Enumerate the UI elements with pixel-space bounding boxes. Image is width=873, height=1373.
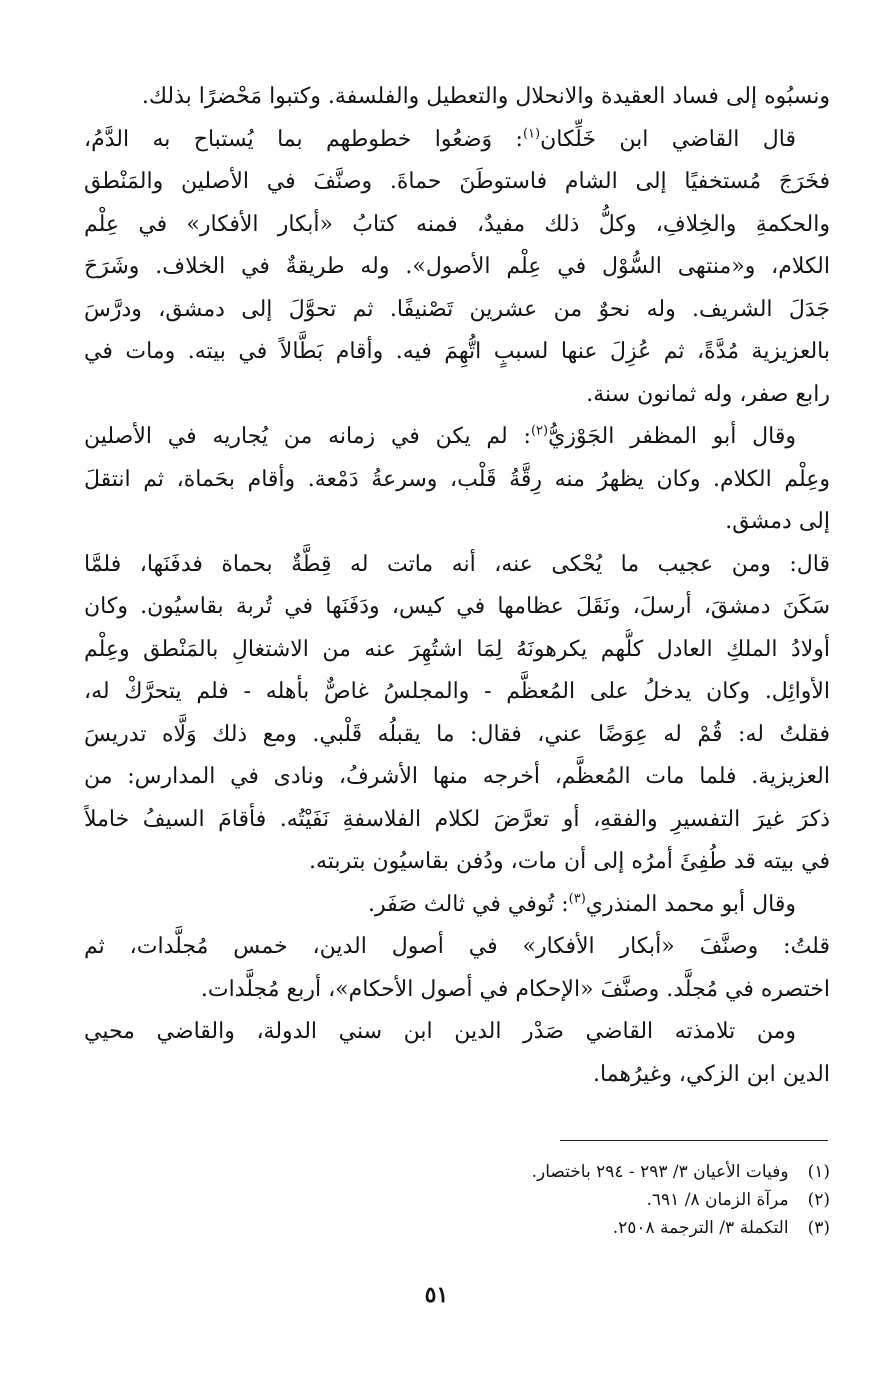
- text-line: [84, 119, 830, 162]
- text-line: قال: ومن عجيب ما يُحْكى عنه، أنه ماتت له قِطَّةٌ بحماة فدفَنَها، فلمَّا: [84, 551, 830, 577]
- text-line: [84, 884, 830, 927]
- footnote-2: [84, 1186, 830, 1214]
- text-line: بالعزيزية مُدَّةً، ثم عُزِلَ عنها لسببٍ اتُّهِمَ فيه. وأقام بَطَّالاً في بيته. ومات في: [84, 339, 830, 364]
- footnote-ref-3: (٣): [568, 891, 586, 907]
- text-line: الدين ابن الزكي، وغيرُهما.: [593, 1061, 830, 1087]
- quote-lead: وقال أبو محمد المنذري: [585, 891, 796, 917]
- footnote-3: [84, 1214, 830, 1242]
- text-line: رابع صفر، وله ثمانون سنة.: [586, 381, 830, 407]
- text-line: قلتُ: وصنَّفَ «أبكار الأفكار» في أصول الدين، خمس مُجلَّدات، ثم: [84, 934, 830, 959]
- text-line: في بيته قد طُفِئَ أمرُه إلى أن مات، ودُفن بقاسيُون بتربته.: [309, 849, 830, 874]
- footnote-separator: [560, 1140, 828, 1141]
- text-line: جَدَلَ الشريف. وله نحوٌ من عشرين تَصْنيفًا. ثم تحوَّلَ إلى دمشق، ودرَّسَ: [84, 296, 830, 322]
- text-line: ذكرَ غيرَ التفسيرِ والفقهِ، أو تعرَّضَ لكلام الفلاسفةِ نَفَيْتُه. فأقامَ السيفُ خاملاً: [84, 806, 830, 832]
- footnote-ref-2: (٢): [530, 423, 549, 439]
- text-line: إلى دمشق.: [725, 509, 830, 534]
- quote-lead: وقال أبو المظفر الجَوْزيُّ: [548, 424, 796, 449]
- text-line: فخَرَجَ مُستخفيًا إلى الشام فاستوطَنَ حماةَ. وصنَّفَ في الأصلين والمَنْطق: [84, 169, 830, 194]
- text-line: [84, 416, 830, 459]
- footnote-text: مرآة الزمان ٨/ ٦٩١.: [646, 1190, 789, 1210]
- text-line: وعِلْم الكلام. وكان يظهرُ منه رِقَّةُ قَلْب، وسرعةُ دَمْعة. وأقام بحَماة، ثم انتقلَ: [84, 466, 830, 492]
- text-line: ونسبُوه إلى فساد العقيدة والانحلال والتعطيل والفلسفة. وكتبوا مَحْضرًا بذلك.: [141, 84, 830, 109]
- text-line: الأوائِل. وكان يدخلُ على المُعظَّم - والمجلسُ غاصٌّ بأهله - فلم يتحرَّكْ له،: [84, 679, 830, 704]
- footnote-text: وفيات الأعيان ٣/ ٢٩٣ - ٢٩٤ باختصار.: [531, 1162, 789, 1182]
- page-number: ٥١: [424, 1282, 449, 1308]
- text-line: ومن تلامذته القاضي صَدْر الدين ابن سني الدولة، والقاضي محيي: [84, 1019, 796, 1044]
- footnote-text: التكملة ٣/ الترجمة ٢٥٠٨.: [612, 1218, 789, 1238]
- footnote-number: (١): [807, 1162, 830, 1182]
- text-line: أولادُ الملكِ العادل كلُّهم يكرهونَهُ لِمَا اشتُهِرَ عنه من الاشتغالِ بالمَنْطق وعِلْم: [84, 636, 830, 662]
- footnote-1: [84, 1158, 830, 1186]
- footnote-number: (٣): [807, 1218, 830, 1238]
- footnotes: [84, 1158, 830, 1242]
- text-line: العزيزية. فلما مات المُعظَّم، أخرجه منها الأشرفُ، ونادى في المدارس: من: [84, 764, 830, 789]
- text-line: الكلام، و«منتهى السُّوْل في عِلْم الأصول». وله طريقةٌ في الخلاف. وشَرَحَ: [84, 254, 830, 279]
- footnote-ref-1: (١): [522, 126, 541, 142]
- quote-rest: : لم يكن في زمانه من يُجاريه في الأصلين: [84, 424, 531, 449]
- main-text: [84, 76, 830, 1096]
- text-line: سَكَنَ دمشقَ، أرسلَ، ونَقَلَ عظامها في كيس، ودَفَنَها في تُربة بقاسيُون. وكان: [84, 594, 830, 619]
- text-line: والحكمةِ والخِلافِ، وكلُّ ذلك مفيدٌ، فمنه كتابُ «أبكار الأفكار» في عِلْم: [84, 211, 830, 237]
- text-line: اختصره في مُجلَّد. وصنَّفَ «الإحكام في أصول الأحكام»، أربع مُجلَّدات.: [200, 976, 830, 1002]
- quote-rest: : وَضعُوا خطوطهم بما يُستباح به الدَّمُ،: [84, 126, 523, 152]
- quote-rest: : تُوفي في ثالث صَفَر.: [367, 891, 569, 917]
- footnote-number: (٢): [807, 1190, 830, 1210]
- text-line: فقلتُ له: قُمْ له عِوَضًا عني، فقال: ما يقبلُه قَلْبي. ومع ذلك وَلَّاه تدريسَ: [84, 721, 830, 747]
- quote-lead: قال القاضي ابن خَلِّكان: [540, 126, 796, 152]
